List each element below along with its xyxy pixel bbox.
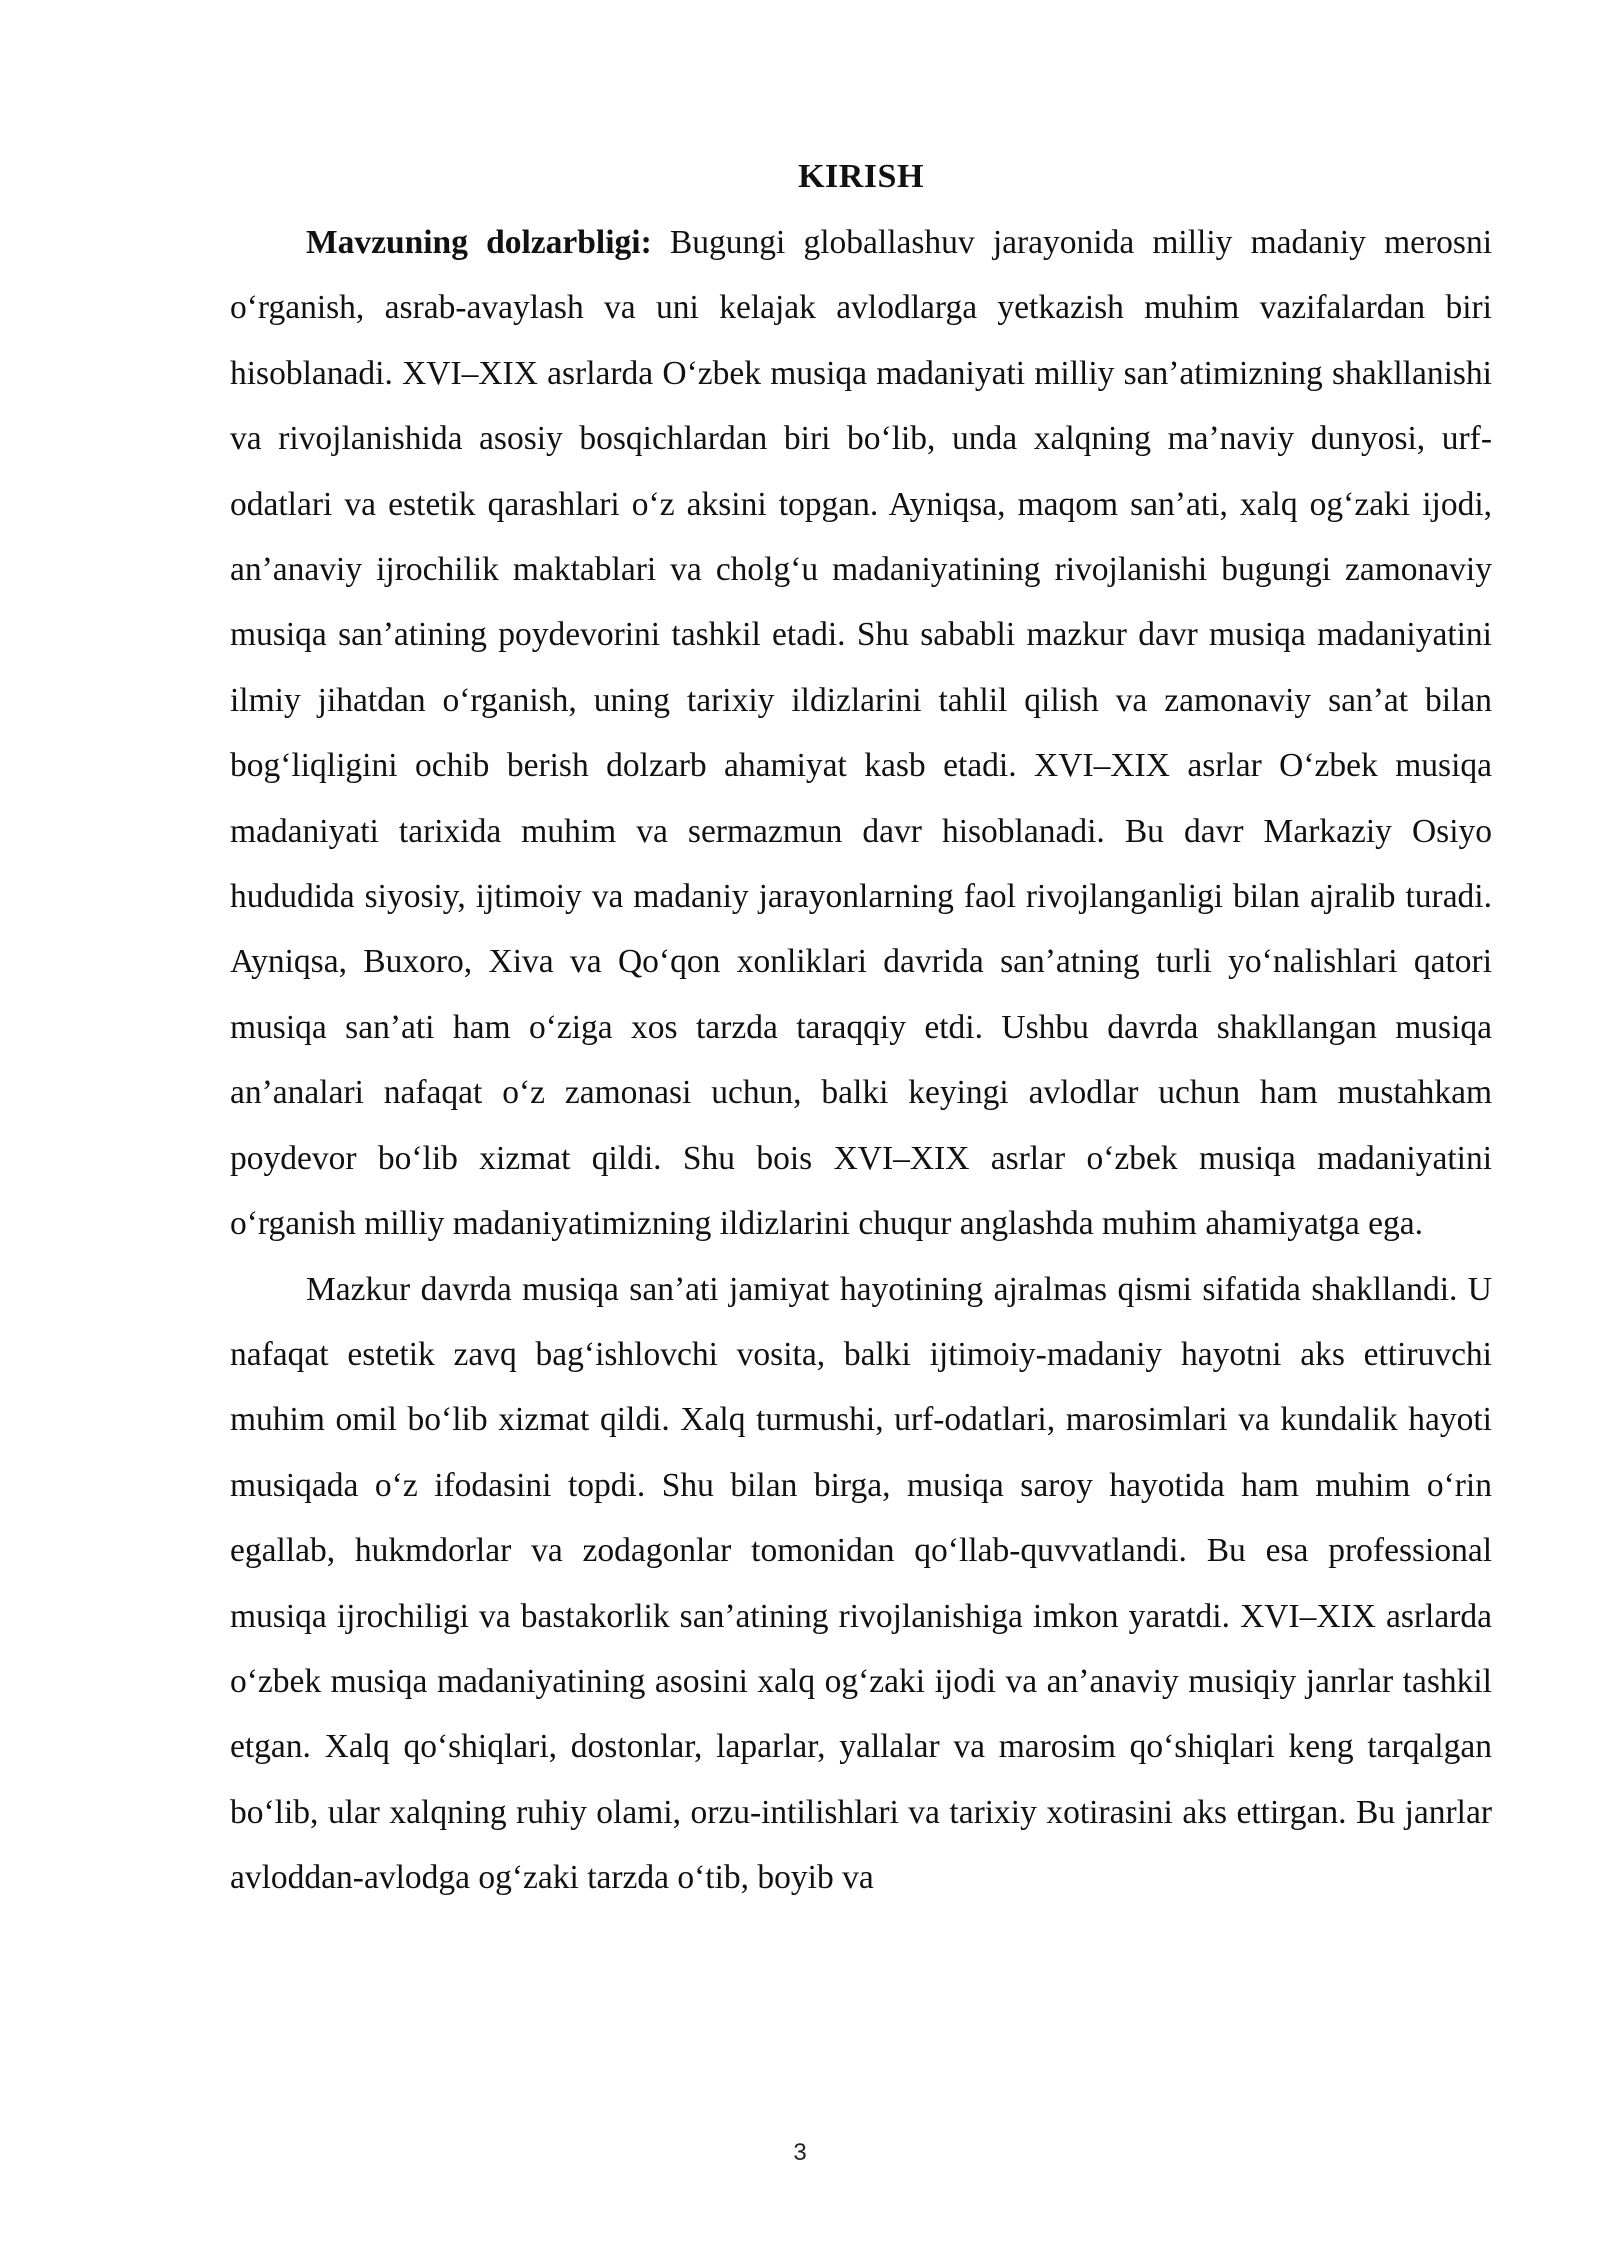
page-number: 3 xyxy=(793,2139,807,2166)
page-title: KIRISH xyxy=(798,158,924,195)
paragraph-lead: Mavzuning dolzarbligi: xyxy=(306,224,652,261)
paragraph-relevance xyxy=(230,210,1492,1257)
paragraph-music-art xyxy=(230,1257,1492,1911)
page-content xyxy=(230,150,1492,1911)
paragraph-text: Bugungi globallashuv jarayonida milliy madaniy merosni oʻrganish, asrab-avaylash va uni kelajak avlodlarga yetkazish muhim vazifalardan biri hisoblanadi. XVI–XIX asrlarda Oʻzbek musiqa madaniyati milliy sanʼatimizning shakllanishi va rivojlanishida asosiy bosqichlardan biri boʻlib, unda xalqning maʼnaviy dunyosi, urf-odatlari va estetik qarashlari oʻz aksini topgan. Ayniqsa, maqom sanʼati, xalq ogʻzaki ijodi, anʼanaviy ijrochilik maktablari va cholgʻu madaniyatining rivojlanishi bugungi zamonaviy musiqa sanʼatining poydevorini tashkil etadi. Shu sababli mazkur davr musiqa madaniyatini ilmiy jihatdan oʻrganish, uning tarixiy ildizlarini tahlil qilish va zamonaviy sanʼat bilan bogʻliqligini ochib berish dolzarb ahamiyat kasb etadi. XVI–XIX asrlar Oʻzbek musiqa madaniyati tarixida muhim va sermazmun davr hisoblanadi. Bu davr Markaziy Osiyo hududida siyosiy, ijtimoiy va madaniy jarayonlarning faol rivojlanganligi bilan ajralib turadi. Ayniqsa, Buxoro, Xiva va Qoʻqon xonliklari davrida sanʼatning turli yoʻnalishlari qatori musiqa sanʼati ham oʻziga xos tarzda taraqqiy etdi. Ushbu davrda shakllangan musiqa anʼanalari nafaqat oʻz zamonasi uchun, balki keyingi avlodlar uchun ham mustahkam poydevor boʻlib xizmat qildi. Shu bois XVI–XIX asrlar oʻzbek musiqa madaniyatini oʻrganish milliy madaniyatimizning ildizlarini chuqur anglashda muhim ahamiyatga ega. xyxy=(230,224,1493,1243)
paragraph-text: Mazkur davrda musiqa sanʼati jamiyat hayotining ajralmas qismi sifatida shakllandi. U nafaqat estetik zavq bagʻishlovchi vosita, balki ijtimoiy-madaniy hayotni aks ettiruvchi muhim omil boʻlib xizmat qildi. Xalq turmushi, urf-odatlari, marosimlari va kundalik hayoti musiqada oʻz ifodasini topdi. Shu bilan birga, musiqa saroy hayotida ham muhim oʻrin egallab, hukmdorlar va zodagonlar tomonidan qoʻllab-quvvatlandi. Bu esa professional musiqa ijrochiligi va bastakorlik sanʼatining rivojlanishiga imkon yaratdi. XVI–XIX asrlarda oʻzbek musiqa madaniyatining asosini xalq ogʻzaki ijodi va anʼanaviy musiqiy janrlar tashkil etgan. Xalq qoʻshiqlari, dostonlar, laparlar, yallalar va marosim qoʻshiqlari keng tarqalgan boʻlib, ular xalqning ruhiy olami, orzu-intilishlari va tarixiy xotirasini aks ettirgan. Bu janrlar avloddan-avlodga ogʻzaki tarzda oʻtib, boyib va xyxy=(230,1270,1492,1897)
